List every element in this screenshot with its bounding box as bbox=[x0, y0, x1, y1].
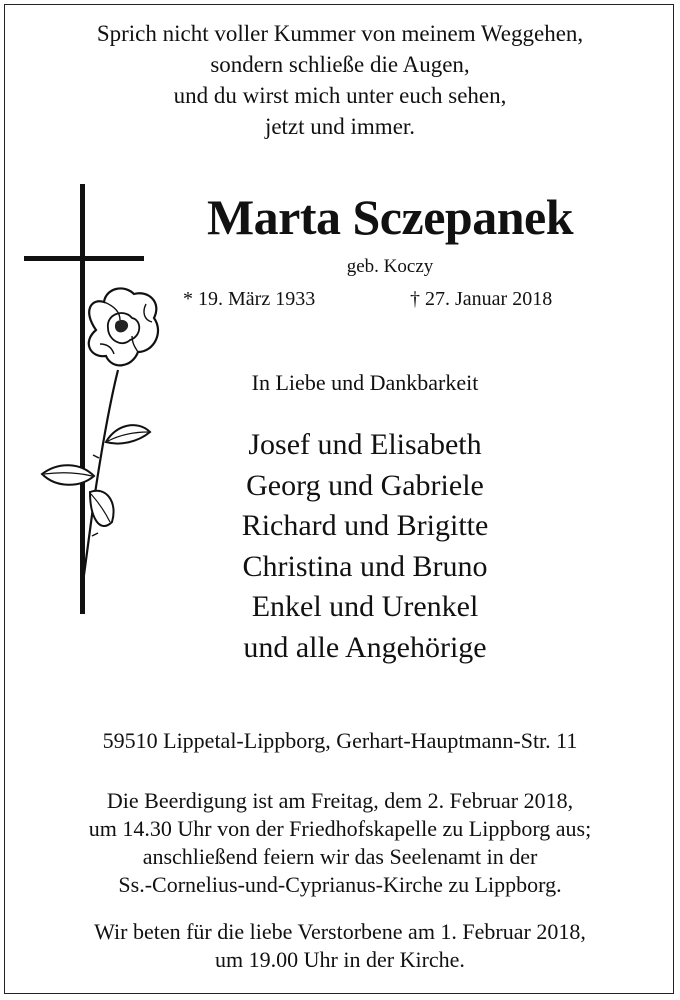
mourner-line: Richard und Brigitte bbox=[241, 509, 489, 542]
mourner-line: Georg und Gabriele bbox=[246, 468, 484, 502]
funeral-details bbox=[0, 787, 680, 899]
birth-name: geb. Koczy bbox=[346, 256, 434, 277]
poem bbox=[0, 18, 680, 142]
mourners-list bbox=[150, 425, 580, 668]
birth-date: * 19. März 1933 bbox=[183, 288, 316, 310]
family-address: 59510 Lippetal-Lippborg, Gerhart-Hauptmann-Str. 11 bbox=[102, 728, 578, 753]
mourner-line: Enkel und Urenkel bbox=[251, 590, 479, 623]
prayer-line: um 19.00 Uhr in der Kirche. bbox=[215, 947, 465, 972]
poem-line: Sprich nicht voller Kummer von meinem Weggehen, bbox=[96, 21, 584, 46]
funeral-line: Ss.-Cornelius-und-Cyprianus-Kirche zu Lippborg. bbox=[118, 872, 562, 897]
mourner-line: Josef und Elisabeth bbox=[248, 428, 482, 461]
prayer-details bbox=[0, 918, 680, 974]
poem-line: jetzt und immer. bbox=[264, 114, 416, 139]
death-date: † 27. Januar 2018 bbox=[410, 288, 553, 310]
poem-line: sondern schließe die Augen, bbox=[210, 52, 470, 77]
poem-line: und du wirst mich unter euch sehen, bbox=[173, 83, 507, 108]
mourner-line: und alle Angehörige bbox=[243, 630, 487, 664]
funeral-line: um 14.30 Uhr von der Friedhofskapelle zu Lippborg aus; bbox=[88, 816, 592, 841]
dedication: In Liebe und Dankbarkeit bbox=[251, 370, 479, 395]
deceased-name: Marta Sczepanek bbox=[206, 189, 574, 245]
mourner-line: Christina und Bruno bbox=[242, 549, 488, 583]
funeral-line: anschließend feiern wir das Seelenamt in der bbox=[142, 844, 538, 869]
rose-icon bbox=[89, 288, 158, 365]
funeral-line: Die Beerdigung ist am Freitag, dem 2. Februar 2018, bbox=[106, 788, 574, 813]
prayer-line: Wir beten für die liebe Verstorbene am 1. Februar 2018, bbox=[94, 919, 586, 944]
cross-vertical-bar bbox=[80, 184, 85, 614]
